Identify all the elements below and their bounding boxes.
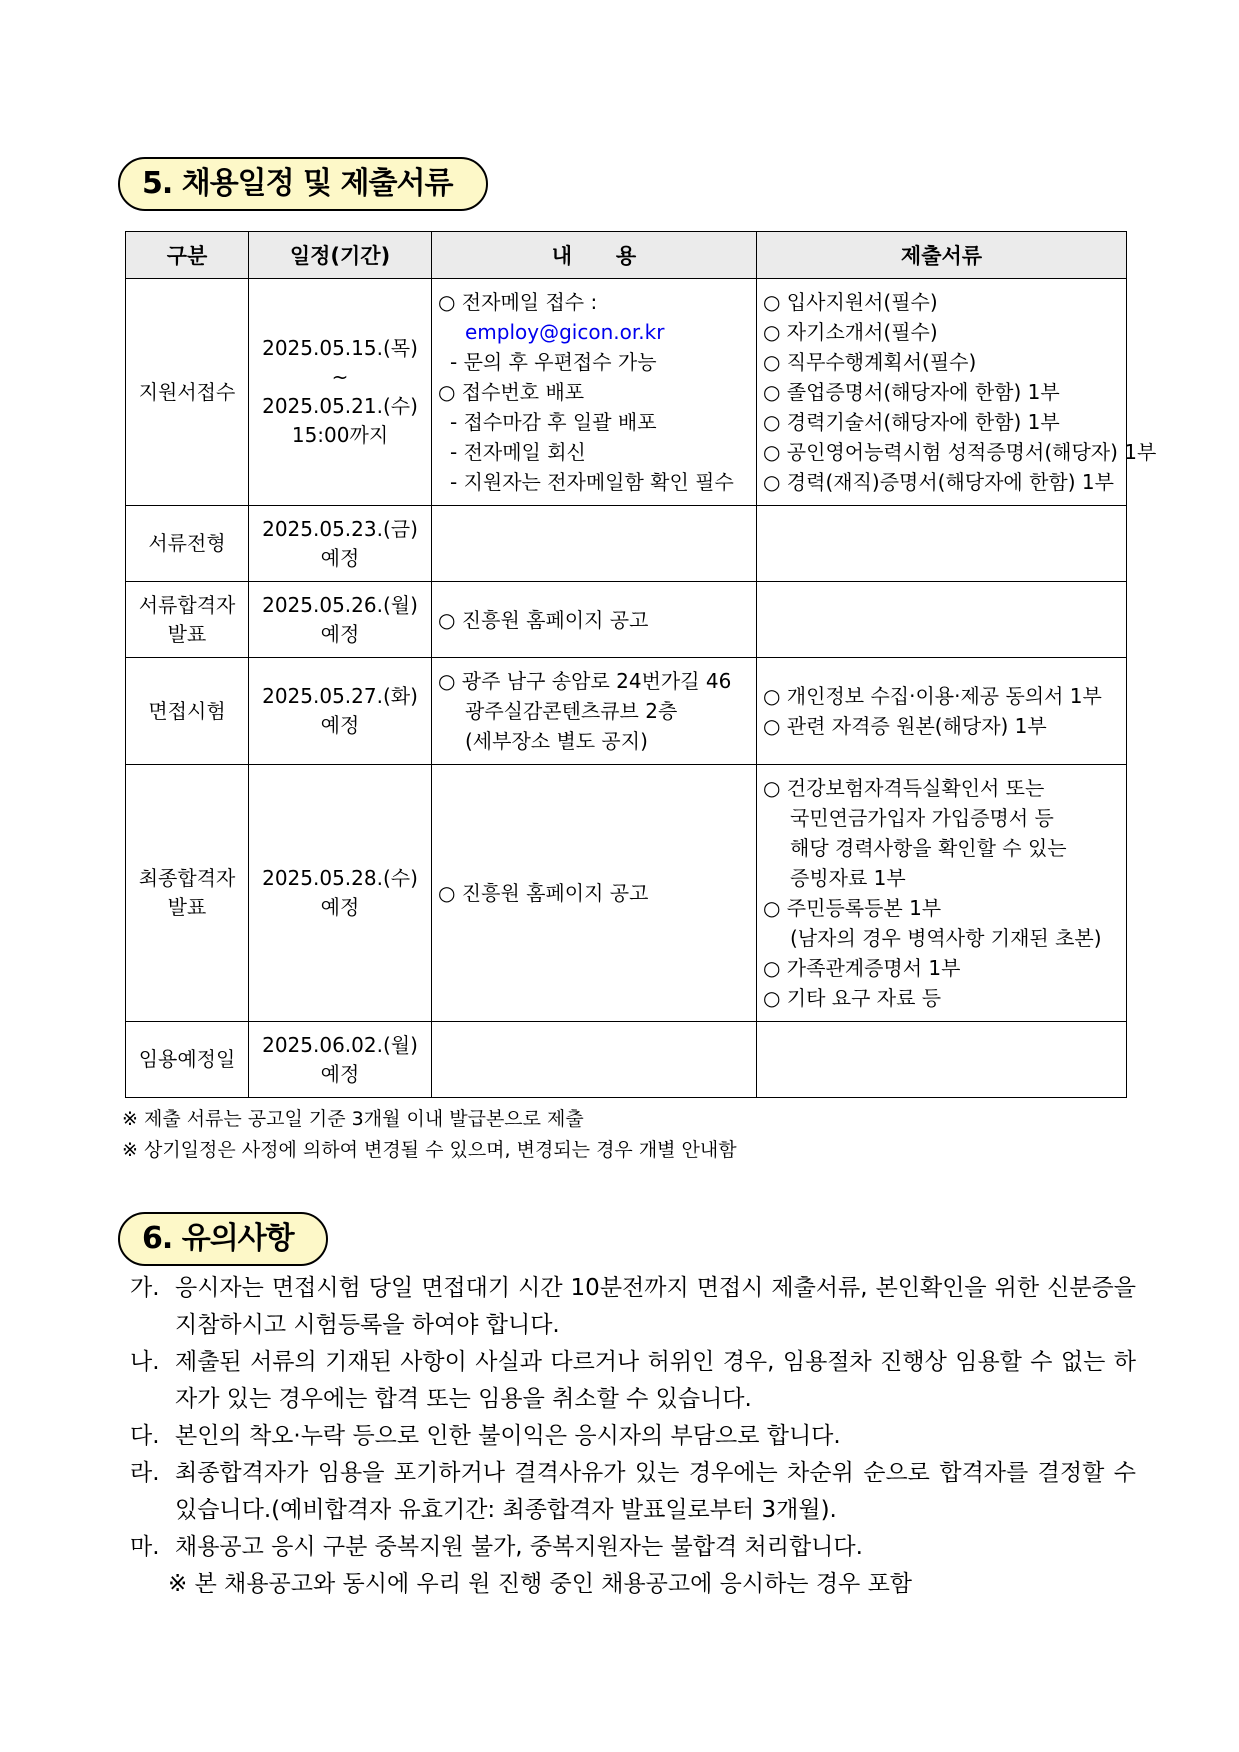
- documents-line: [763, 377, 1122, 407]
- content-text: ○ 광주 남구 송암로 24번가길 46: [438, 669, 732, 693]
- documents-line: [763, 953, 1122, 983]
- schedule-line: 2025.05.27.(화): [262, 684, 418, 708]
- documents-text: ○ 경력(재직)증명서(해당자에 한함) 1부: [763, 470, 1114, 494]
- documents-text: 해당 경력사항을 확인할 수 있는: [790, 836, 1067, 860]
- schedule-line: ~: [331, 365, 349, 389]
- content-line: [438, 878, 752, 908]
- category-label: 임용예정일: [138, 1047, 236, 1071]
- documents-line: [763, 833, 1122, 863]
- content-line: [438, 666, 752, 696]
- documents-text: ○ 공인영어능력시험 성적증명서(해당자) 1부: [763, 440, 1157, 464]
- documents-text: ○ 졸업증명서(해당자에 한함) 1부: [763, 380, 1060, 404]
- documents-text: ○ 경력기술서(해당자에 한함) 1부: [763, 410, 1060, 434]
- list-item: [130, 1529, 1136, 1566]
- content-text: - 문의 후 우편접수 가능: [450, 350, 657, 374]
- documents-line: [763, 287, 1122, 317]
- email-link[interactable]: [438, 317, 752, 347]
- cell-category: [126, 1022, 249, 1098]
- header-schedule: 일정(기간): [249, 232, 432, 279]
- content-line: [438, 467, 752, 497]
- schedule-line: 2025.05.23.(금): [262, 516, 418, 541]
- cell-content: [432, 582, 757, 658]
- content-text: ○ 진흥원 홈페이지 공고: [438, 607, 649, 632]
- content-line: [438, 605, 752, 635]
- content-line: [438, 726, 752, 756]
- list-marker: 가.: [130, 1275, 160, 1301]
- documents-line: [763, 863, 1122, 893]
- cell-schedule: [249, 279, 432, 506]
- documents-text: ○ 건강보험자격득실확인서 또는: [763, 776, 1045, 800]
- schedule-line: 예정: [320, 895, 360, 919]
- schedule-line: 2025.05.28.(수): [262, 866, 418, 890]
- cell-category: [126, 765, 249, 1022]
- documents-line: [763, 923, 1122, 953]
- note-item: ※ 제출 서류는 공고일 기준 3개월 이내 발급본으로 제출: [122, 1108, 584, 1130]
- documents-text: ○ 자기소개서(필수): [763, 320, 938, 344]
- cell-category: [126, 582, 249, 658]
- documents-line: [763, 317, 1122, 347]
- documents-text: ○ 관련 자격증 원본(해당자) 1부: [763, 714, 1047, 738]
- content-text: ○ 접수번호 배포: [438, 380, 585, 404]
- note-item: ※ 상기일정은 사정에 의하여 변경될 수 있으며, 변경되는 경우 개별 안내함: [122, 1139, 737, 1161]
- schedule-line: 예정: [320, 713, 360, 737]
- documents-text: 국민연금가입자 가입증명서 등: [790, 806, 1054, 830]
- category-label: 최종합격자 발표: [138, 866, 236, 919]
- cell-documents: [757, 582, 1127, 658]
- header-content: 내 용: [432, 232, 757, 279]
- table-header-row: [126, 232, 1127, 279]
- table-row: [126, 279, 1127, 506]
- documents-text: ○ 직무수행계획서(필수): [763, 350, 977, 374]
- content-text: - 지원자는 전자메일함 확인 필수: [450, 470, 734, 494]
- documents-text: (남자의 경우 병역사항 기재된 초본): [790, 926, 1102, 950]
- content-line: [438, 407, 752, 437]
- table-row: [126, 582, 1127, 658]
- list-text: 제출된 서류의 기재된 사항이 사실과 다르거나 허위인 경우, 임용절차 진행상 임용할 수 없는 하자가 있는 경우에는 합격 또는 임용을 취소할 수 있습니다.: [175, 1349, 1136, 1412]
- documents-text: 증빙자료 1부: [790, 866, 906, 890]
- list-text: 최종합격자가 임용을 포기하거나 결격사유가 있는 경우에는 차순위 순으로 합격자를 결정할 수 있습니다.(예비합격자 유효기간: 최종합격자 발표일로부터 3개월).: [175, 1460, 1136, 1523]
- content-line: [438, 437, 752, 467]
- list-item: [130, 1455, 1136, 1529]
- category-label: 면접시험: [148, 698, 226, 723]
- schedule-line: 15:00까지: [291, 423, 389, 447]
- content-text: - 접수마감 후 일괄 배포: [450, 410, 657, 434]
- list-text: 채용공고 응시 구분 중복지원 불가, 중복지원자는 불합격 처리합니다.: [175, 1534, 863, 1560]
- documents-line: [763, 407, 1122, 437]
- cell-schedule: [249, 658, 432, 765]
- list-marker: 다.: [130, 1423, 160, 1449]
- content-text: employ@gicon.or.kr: [465, 320, 665, 344]
- category-label: 지원서접수: [138, 379, 236, 404]
- content-text: ○ 진흥원 홈페이지 공고: [438, 881, 649, 905]
- cell-schedule: [249, 1022, 432, 1098]
- list-text: 본인의 착오·누락 등으로 인한 불이익은 응시자의 부담으로 합니다.: [175, 1423, 841, 1449]
- documents-line: [763, 681, 1122, 711]
- cell-documents: [757, 279, 1157, 506]
- schedule-line: 2025.05.15.(목): [262, 336, 418, 360]
- section-6-title: 6. 유의사항: [118, 1212, 328, 1266]
- cell-schedule: [249, 582, 432, 658]
- cell-schedule: [249, 765, 432, 1022]
- content-line: [438, 696, 752, 726]
- documents-line: [763, 773, 1122, 803]
- table-row: [126, 658, 1127, 765]
- schedule-table: [125, 231, 1157, 1098]
- list-marker: 라.: [130, 1460, 160, 1486]
- header-documents: 제출서류: [757, 232, 1127, 279]
- list-item: [130, 1270, 1136, 1344]
- content-line: [438, 287, 752, 317]
- cell-category: [126, 506, 249, 582]
- documents-line: [763, 347, 1122, 377]
- schedule-line: 예정: [320, 545, 360, 570]
- schedule-line: 2025.06.02.(월): [262, 1032, 418, 1057]
- content-line: [438, 377, 752, 407]
- documents-text: ○ 개인정보 수집·이용·제공 동의서 1부: [763, 684, 1102, 708]
- cell-content: [432, 765, 757, 1022]
- documents-text: ○ 기타 요구 자료 등: [763, 986, 942, 1010]
- schedule-line: 2025.05.21.(수): [262, 394, 418, 418]
- cell-content: [432, 658, 757, 765]
- list-item: [130, 1418, 1136, 1455]
- cell-content: [432, 279, 757, 506]
- cell-documents: [757, 1022, 1127, 1098]
- documents-text: ○ 주민등록등본 1부: [763, 896, 942, 920]
- content-text: 광주실감콘텐츠큐브 2층: [465, 699, 678, 723]
- documents-line: [763, 711, 1122, 741]
- documents-text: ○ 가족관계증명서 1부: [763, 956, 961, 980]
- category-label: 서류합격자 발표: [138, 592, 236, 646]
- cell-schedule: [249, 506, 432, 582]
- documents-text: ○ 입사지원서(필수): [763, 290, 938, 314]
- schedule-line: 예정: [320, 1061, 360, 1086]
- table-row: [126, 1022, 1127, 1098]
- cautions-list: [130, 1270, 1136, 1603]
- list-marker: 나.: [130, 1349, 160, 1375]
- documents-line: [763, 437, 1157, 467]
- cell-documents: [757, 765, 1127, 1022]
- table-row: [126, 506, 1127, 582]
- cell-documents: [757, 506, 1127, 582]
- content-text: ○ 전자메일 접수 :: [438, 290, 598, 314]
- category-label: 서류전형: [148, 531, 226, 555]
- schedule-line: 2025.05.26.(월): [262, 592, 418, 617]
- documents-line: [763, 983, 1122, 1013]
- header-category: 구분: [126, 232, 249, 279]
- section-5-title: 5. 채용일정 및 제출서류: [118, 157, 488, 211]
- cell-content: [432, 506, 757, 582]
- schedule-line: 예정: [320, 621, 360, 646]
- content-line: [438, 347, 752, 377]
- cell-category: [126, 279, 249, 506]
- list-item: [130, 1344, 1136, 1418]
- content-text: (세부장소 별도 공지): [465, 729, 648, 753]
- schedule-notes: [122, 1104, 737, 1166]
- documents-line: [763, 467, 1122, 497]
- cell-content: [432, 1022, 757, 1098]
- list-marker: 마.: [130, 1534, 160, 1560]
- table-row: [126, 765, 1127, 1022]
- documents-line: [763, 893, 1122, 923]
- documents-line: [763, 803, 1122, 833]
- cell-category: [126, 658, 249, 765]
- caution-sub-note: ※ 본 채용공고와 동시에 우리 원 진행 중인 채용공고에 응시하는 경우 포함: [168, 1571, 913, 1597]
- list-text: 응시자는 면접시험 당일 면접대기 시간 10분전까지 면접시 제출서류, 본인확인을 위한 신분증을 지참하시고 시험등록을 하여야 합니다.: [175, 1275, 1136, 1338]
- content-text: - 전자메일 회신: [450, 440, 586, 464]
- cell-documents: [757, 658, 1127, 765]
